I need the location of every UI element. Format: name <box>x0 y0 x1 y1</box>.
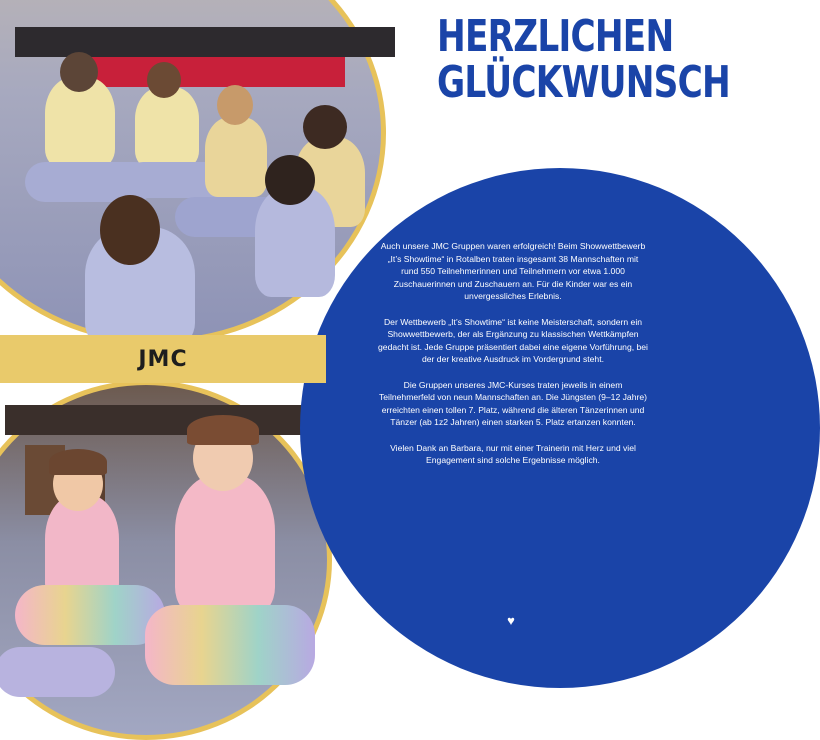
paragraph-thanks: Vielen Dank an Barbara, nur mit einer Trainerin mit Herz und viel Engagement sind solche Ergebnisse möglich. <box>390 442 636 466</box>
group-photo-bottom <box>0 380 332 740</box>
paragraph-results: Die Gruppen unseres JMC-Kurses traten jeweils in einem Teilnehmerfeld von neun Mannschaften an. Die Jüngsten (9–12 Jahre) erreichten einen tollen 7. Platz, während die älteren Tänzerinnen und Tänzer (ab 1z2 Jahren) einen starken 5. Platz ertanzen konnten. <box>378 379 647 428</box>
headline-line-2: GLÜCKWUNSCH <box>437 57 730 108</box>
heart-icon: ♥ <box>507 613 515 628</box>
article-text <box>378 240 648 479</box>
paragraph-competition: Der Wettbewerb „It’s Showtime“ ist keine Meisterschaft, sondern ein Showwettbewerb, der als Ergänzung zu klassischen Wettkämpfen gedacht ist. Jede Gruppe präsentiert dabei eine eigene Vorführung, bei der der kreative Ausdruck im Vordergrund steht. <box>378 316 648 365</box>
jmc-banner <box>0 335 326 383</box>
banner-label: JMC <box>138 346 188 372</box>
paragraph-intro: Auch unsere JMC Gruppen waren erfolgreich! Beim Showwettbewerb „It’s Showtime“ in Rotalben traten insgesamt 38 Mannschaften mit rund 550 Teilnehmerinnen und Teilnehmern vor etwa 1.000 Zuschauerinnen und Zuschauern an. Für die Kinder war es ein unvergessliches Erlebnis. <box>380 241 646 302</box>
headline <box>437 11 730 108</box>
group-photo-top <box>0 0 386 344</box>
headline-line-1: HERZLICHEN <box>437 11 674 62</box>
